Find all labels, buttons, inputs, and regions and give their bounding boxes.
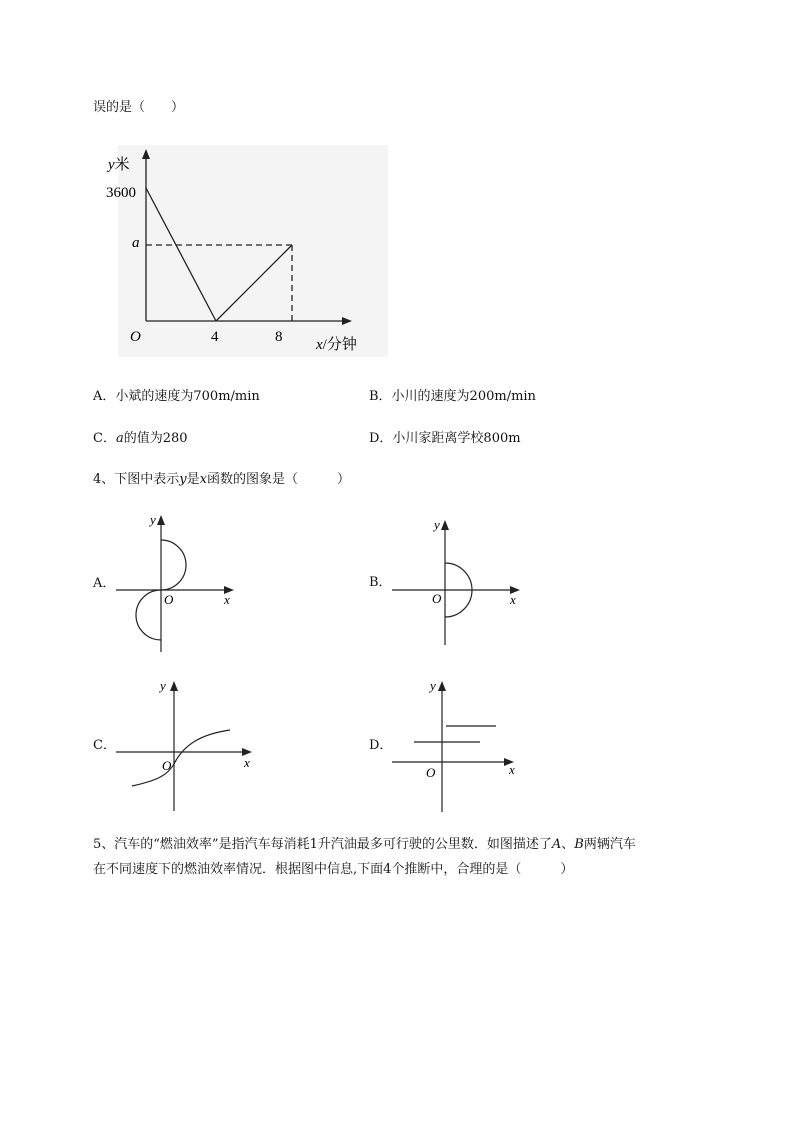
origin-label: O: [130, 329, 141, 345]
label-y: y: [160, 678, 166, 693]
axis-y-arrow: [170, 681, 178, 691]
label-o: O: [426, 765, 436, 780]
q4-label-c: C．: [93, 738, 116, 753]
y-axis-label: y米: [108, 157, 130, 173]
q3-stem-tail: 误的是（ ）: [93, 100, 185, 115]
q3-option-b: B．小川的速度为200m/min: [369, 389, 536, 404]
q4-stem: 4、下图中表示y是x函数的图象是（ ）: [93, 472, 351, 487]
curve-s: [132, 730, 230, 786]
label-o: O: [162, 758, 172, 773]
q4-label-a: A．: [93, 576, 116, 591]
label-y: y: [434, 517, 440, 532]
label-o: O: [164, 592, 174, 607]
q3-distance-time-graph: [106, 145, 388, 357]
label-x: x: [509, 762, 515, 777]
q4-label-d: D．: [369, 738, 393, 753]
q4-graph-c: [112, 676, 257, 814]
q3-option-a: A．小斌的速度为700m/min: [93, 389, 260, 404]
x-tick-8: 8: [275, 329, 283, 345]
axis-y-arrow: [157, 515, 165, 525]
label-x: x: [510, 592, 516, 607]
y-tick-3600: 3600: [106, 185, 136, 201]
axis-y-arrow: [441, 520, 449, 530]
label-y: y: [430, 678, 436, 693]
label-y: y: [150, 512, 156, 527]
label-x: x: [224, 592, 230, 607]
q4-graph-d: [390, 676, 530, 814]
q3-option-c: C．a的值为280: [93, 431, 188, 446]
label-o: O: [432, 591, 442, 606]
q4-graph-b: [390, 515, 530, 650]
y-tick-a: a: [132, 235, 140, 251]
graph-background: [118, 145, 388, 357]
q3-option-d: D．小川家距离学校800m: [369, 431, 521, 446]
curve-lower-semicircle: [136, 590, 161, 640]
curve-upper-semicircle: [161, 540, 186, 590]
x-axis-label: x/分钟: [316, 337, 357, 353]
q5-line-2: 在不同速度下的燃油效率情况．根据图中信息,下面4个推断中，合理的是（ ）: [93, 862, 574, 877]
q5-line-1: 5、汽车的“燃油效率”是指汽车每消耗1升汽油最多可行驶的公里数．如图描述了A、B两辆汽车: [93, 837, 636, 852]
q4-graph-a: [112, 510, 242, 655]
q4-label-b: B．: [369, 575, 392, 590]
x-tick-4: 4: [211, 329, 219, 345]
label-x: x: [244, 755, 250, 770]
axis-y-arrow: [438, 681, 446, 691]
